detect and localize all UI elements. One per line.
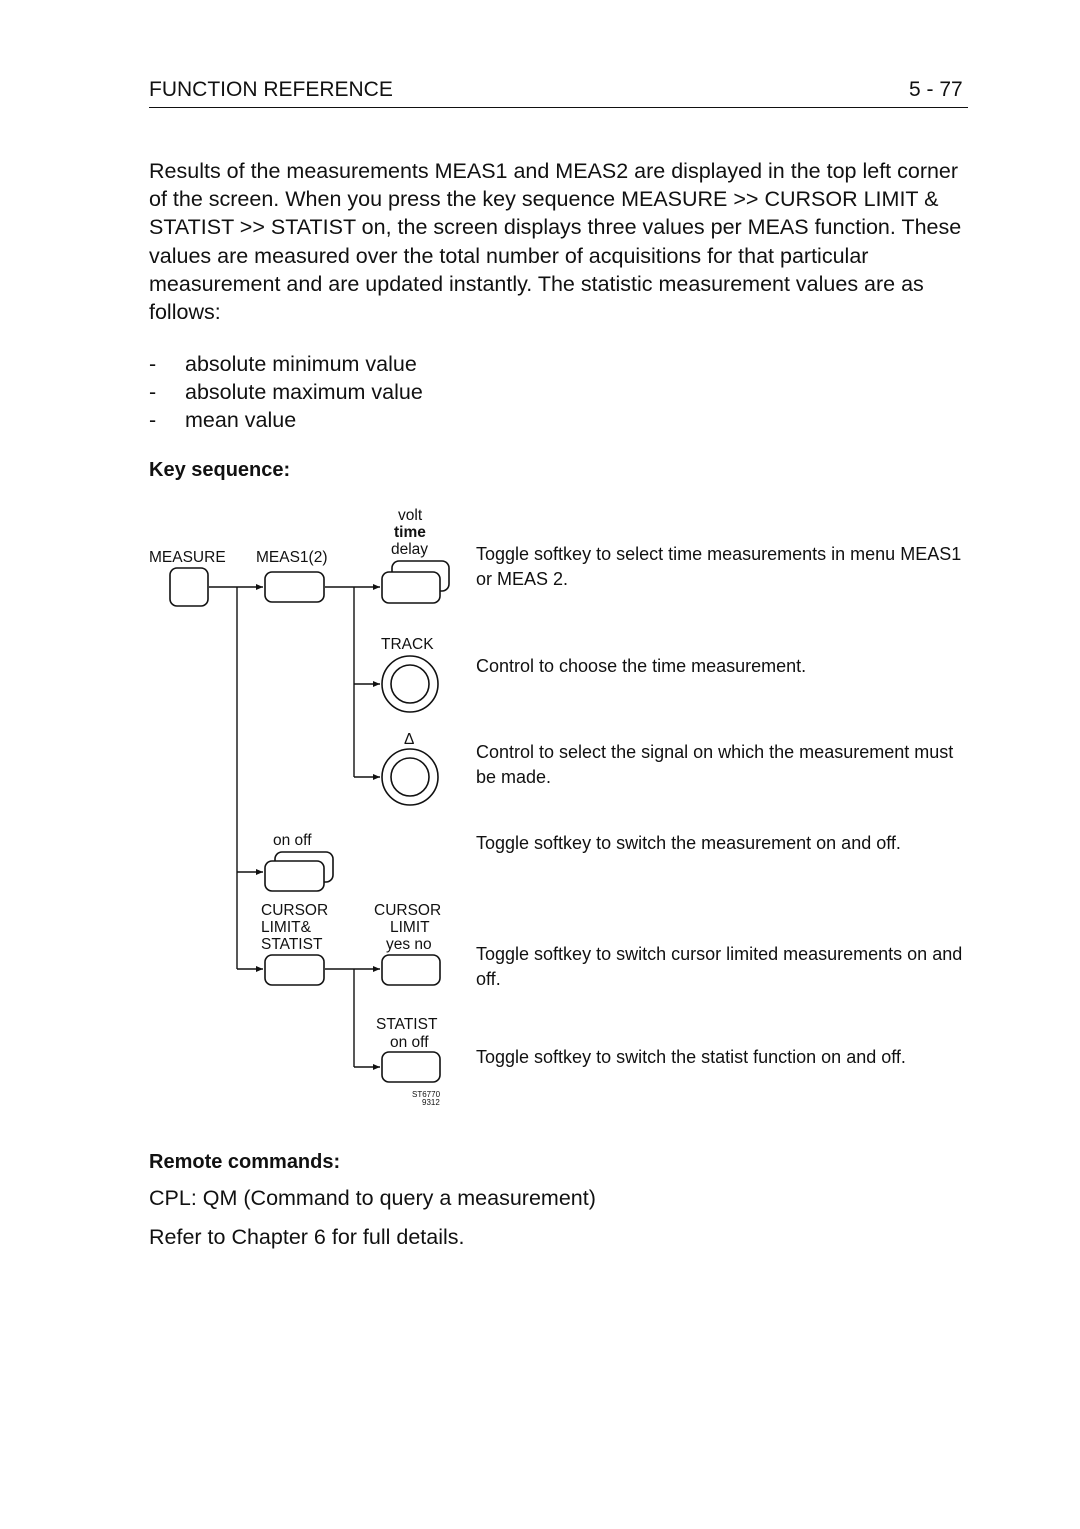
list-item-text: absolute minimum value xyxy=(185,352,417,376)
figure-code-line1: ST6770 xyxy=(412,1090,441,1099)
cursor-limit-yesno-label-line1: CURSOR xyxy=(374,902,442,919)
cursor-limit-yesno-softkey[interactable] xyxy=(382,955,440,985)
onoff-toggle-softkey[interactable] xyxy=(265,852,333,891)
delta-label: Δ xyxy=(404,731,415,748)
refer-chapter-text: Refer to Chapter 6 for full details. xyxy=(149,1225,465,1249)
bullet-dash: - xyxy=(149,380,157,404)
list-item-text: mean value xyxy=(185,408,297,432)
cursor-limit-statist-label-line3: STATIST xyxy=(261,936,323,953)
header-title: FUNCTION REFERENCE xyxy=(149,78,393,101)
delta-control-knob[interactable] xyxy=(382,749,438,805)
cursor-limit-softkey-description: Toggle softkey to switch cursor limited measurements on and off. xyxy=(476,944,963,989)
delay-label: delay xyxy=(391,541,429,558)
statist-softkey-description: Toggle softkey to switch the statist function on and off. xyxy=(476,1047,906,1067)
measure-key[interactable] xyxy=(170,568,208,606)
cursor-limit-statist-label-line2: LIMIT& xyxy=(261,919,311,936)
bullet-dash: - xyxy=(149,352,157,376)
intro-paragraph: Results of the measurements MEAS1 and MEAS2 are displayed in the top left corner of the screen. When you press the key sequence MEASURE >> CURSOR LIMIT & STATIST >> STATIST on, the screen displays three values per MEAS function. These values are measured over the total number of acquisitions for that particular measurement and are updated instantly. The statistic measurement values are as follows: xyxy=(149,159,962,325)
remote-commands-heading: Remote commands: xyxy=(149,1151,341,1173)
key-sequence-heading: Key sequence: xyxy=(149,459,291,481)
cursor-limit-statist-softkey[interactable] xyxy=(265,955,324,985)
time-softkey-description: Toggle softkey to select time measurements in menu MEAS1 or MEAS 2. xyxy=(476,544,962,589)
connector-lines xyxy=(209,587,380,1067)
time-label: time xyxy=(394,524,426,541)
measure-key-label: MEASURE xyxy=(149,549,226,566)
remote-command-text: CPL: QM (Command to query a measurement) xyxy=(149,1186,596,1210)
figure-code-line2: 9312 xyxy=(422,1098,440,1107)
list-item-text: absolute maximum value xyxy=(185,380,423,404)
meas12-softkey[interactable] xyxy=(265,572,324,602)
onoff-softkey-description: Toggle softkey to switch the measurement on and off. xyxy=(476,833,901,853)
cursor-limit-yesno-label-line3: yes no xyxy=(386,936,432,953)
cursor-limit-yesno-label-line2: LIMIT xyxy=(390,919,430,936)
meas12-key-label: MEAS1(2) xyxy=(256,549,328,566)
onoff-label: on off xyxy=(273,832,312,849)
bullet-dash: - xyxy=(149,408,157,432)
time-toggle-softkey[interactable] xyxy=(382,561,449,603)
delta-control-description: Control to select the signal on which the measurement must be made. xyxy=(476,742,954,787)
track-label: TRACK xyxy=(381,636,434,653)
track-control-description: Control to choose the time measurement. xyxy=(476,656,807,676)
statist-onoff-label: on off xyxy=(390,1034,429,1051)
volt-label: volt xyxy=(398,507,423,524)
cursor-limit-statist-label-line1: CURSOR xyxy=(261,902,329,919)
statist-onoff-softkey[interactable] xyxy=(382,1052,440,1082)
statist-label: STATIST xyxy=(376,1016,438,1033)
page-number: 5 - 77 xyxy=(909,78,963,101)
track-control-knob[interactable] xyxy=(382,656,438,712)
